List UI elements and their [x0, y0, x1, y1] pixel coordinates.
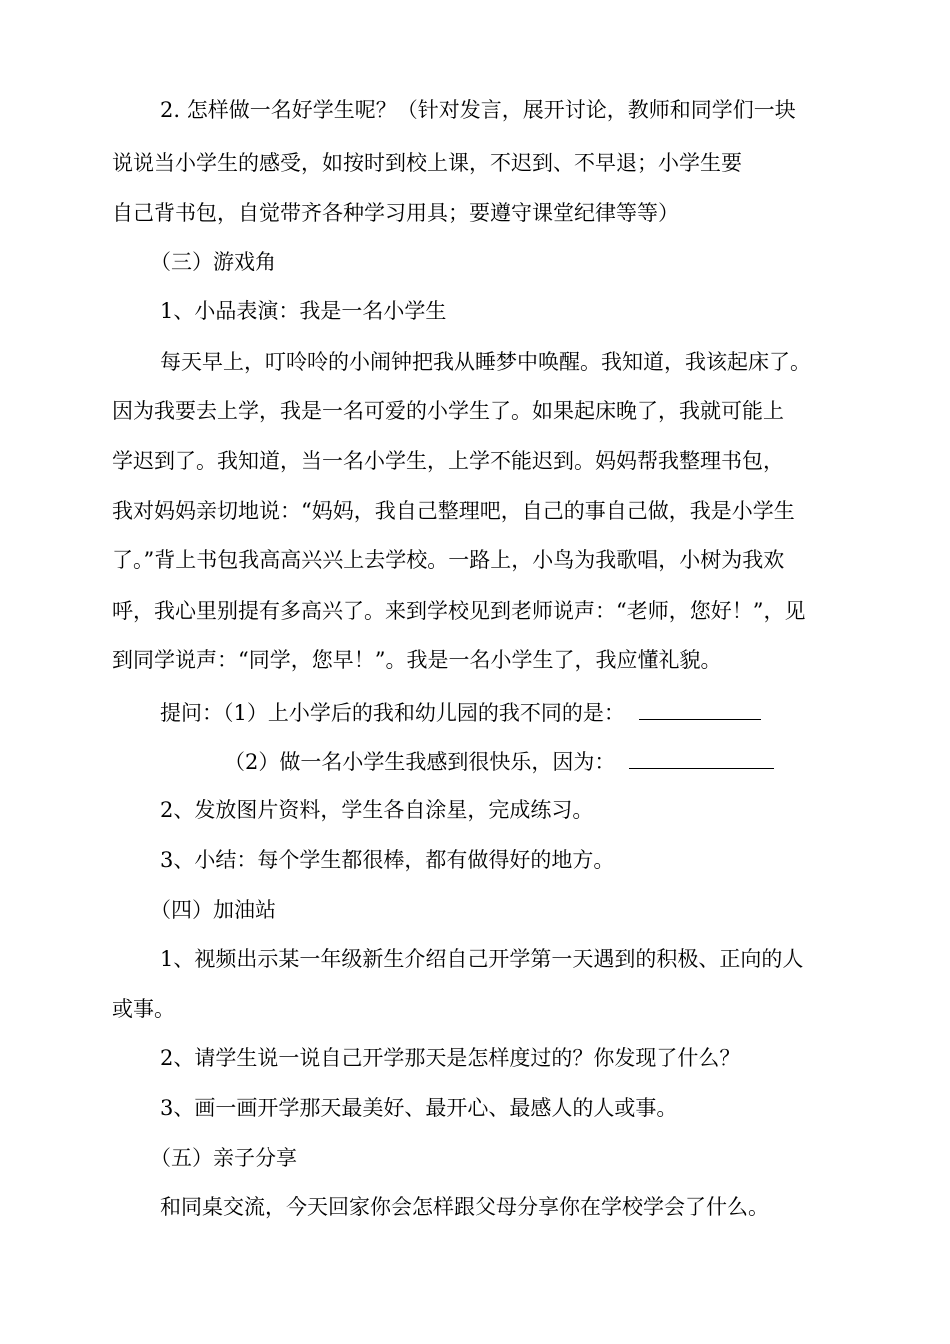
- paragraph-line: 学迟到了。我知道，当一名小学生，上学不能迟到。妈妈帮我整理书包，: [112, 449, 784, 473]
- answer-blank: [629, 746, 774, 769]
- section-heading: （五）亲子分享: [150, 1146, 297, 1170]
- paragraph-line: 了。”背上书包我高高兴兴上去学校。一路上，小鸟为我歌唱，小树为我欢: [112, 548, 785, 572]
- paragraph-line: 说说当小学生的感受，如按时到校上课，不迟到、不早退；小学生要: [112, 151, 742, 175]
- list-item: 2、请学生说一说自己开学那天是怎样度过的？你发现了什么？: [160, 1046, 741, 1070]
- answer-blank: [639, 697, 761, 720]
- paragraph-line: 我对妈妈亲切地说：“妈妈，我自己整理吧，自己的事自己做，我是小学生: [112, 499, 795, 523]
- paragraph-line: 呼，我心里别提有多高兴了。来到学校见到老师说声：“老师，您好！”，见: [112, 599, 806, 623]
- paragraph-line: 到同学说声：“同学，您早！”。我是一名小学生了，我应懂礼貌。: [112, 648, 722, 672]
- paragraph-line: 自己背书包，自觉带齐各种学习用具；要遵守课堂纪律等等）: [112, 201, 679, 225]
- question-line: [160, 697, 761, 727]
- section-heading: （三）游戏角: [150, 250, 276, 274]
- question-text: （2）做一名小学生我感到很快乐，因为：: [224, 750, 616, 774]
- paragraph-line: 和同桌交流，今天回家你会怎样跟父母分享你在学校学会了什么。: [160, 1195, 769, 1219]
- paragraph-line: 因为我要去上学，我是一名可爱的小学生了。如果起床晚了，我就可能上: [112, 399, 784, 423]
- paragraph-line: 2. 怎样做一名好学生呢？（针对发言，展开讨论，教师和同学们一块: [160, 98, 796, 122]
- paragraph-line: 或事。: [112, 997, 175, 1021]
- list-item: 1、小品表演：我是一名小学生: [160, 299, 447, 323]
- paragraph-line: 每天早上，叮呤呤的小闹钟把我从睡梦中唤醒。我知道，我该起床了。: [160, 350, 811, 374]
- paragraph-line: 1、视频出示某一年级新生介绍自己开学第一天遇到的积极、正向的人: [160, 947, 804, 971]
- list-item: 3、小结：每个学生都很棒，都有做得好的地方。: [160, 848, 615, 872]
- question-text: 提问：（1）上小学后的我和幼儿园的我不同的是：: [160, 701, 625, 725]
- question-line: [224, 746, 774, 776]
- section-heading: （四）加油站: [150, 898, 276, 922]
- list-item: 2、发放图片资料，学生各自涂星，完成练习。: [160, 798, 594, 822]
- list-item: 3、画一画开学那天最美好、最开心、最感人的人或事。: [160, 1096, 678, 1120]
